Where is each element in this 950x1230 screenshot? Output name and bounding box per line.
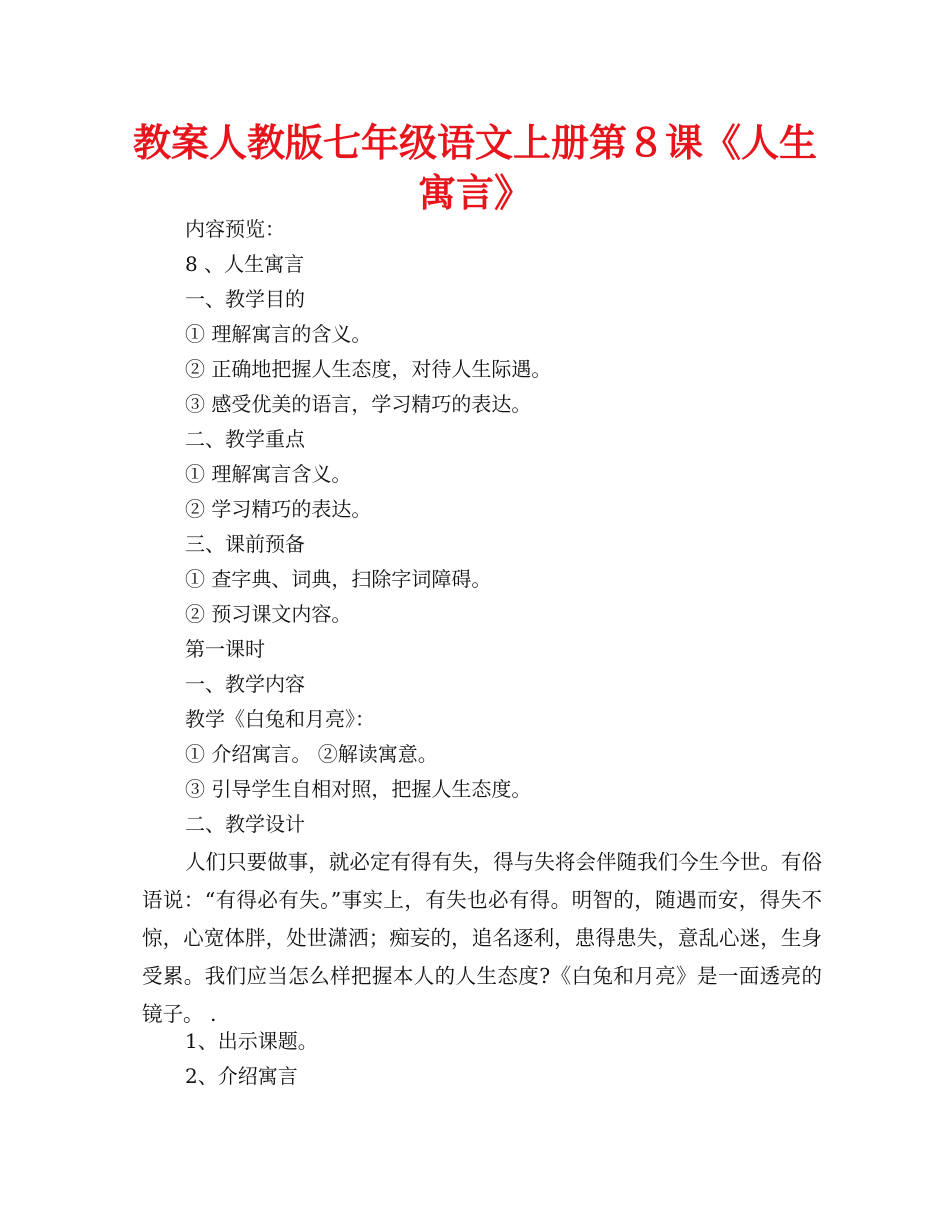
closing-lines	[0, 1024, 950, 1094]
text-line: ③ 感受优美的语言，学习精巧的表达。	[185, 392, 532, 416]
body-paragraph: 人们只要做事，就必定有得有失，得与失将会伴随我们今生今世。有俗语说：“有得必有失。”事实上，有失也必有得。明智的，随遇而安，得失不惊，心宽体胖，处世潇洒；痴妄的，追名逐利，患得患失，意乱心迷，生身受累。我们应当怎么样把握本人的人生态度?《白兔和月亮》是一面透亮的镜子。 .	[142, 850, 822, 1026]
text-line: ① 理解寓言的含义。	[185, 322, 372, 346]
text-line: 1、出示课题。	[185, 1029, 318, 1053]
text-line: 二、教学重点	[185, 427, 305, 451]
text-line: ① 理解寓言含义。	[185, 462, 352, 486]
text-line: 一、教学目的	[185, 287, 305, 311]
text-line: ① 查字典、词典，扫除字词障碍。	[185, 567, 492, 591]
text-line: ② 学习精巧的表达。	[185, 497, 372, 521]
document-title: 教案人教版七年级语文上册第８课《人生寓言》	[132, 121, 817, 215]
text-line: ② 正确地把握人生态度，对待人生际遇。	[185, 357, 552, 381]
text-line: 内容预览：	[185, 217, 285, 241]
text-line: ① 介绍寓言。 ②解读寓意。	[185, 742, 438, 766]
text-line: 8 、人生寓言	[185, 252, 305, 276]
text-line: 第一课时	[185, 637, 265, 661]
text-line: 2、介绍寓言	[185, 1064, 298, 1088]
text-line: 一、教学内容	[185, 672, 305, 696]
text-line: ③ 引导学生自相对照，把握人生态度。	[185, 777, 532, 801]
text-line: ② 预习课文内容。	[185, 602, 352, 626]
text-line: 二、教学设计	[185, 812, 305, 836]
outline-lines	[0, 212, 950, 842]
text-line: 教学《白兔和月亮》：	[185, 707, 375, 731]
text-line: 三、课前预备	[185, 532, 305, 556]
